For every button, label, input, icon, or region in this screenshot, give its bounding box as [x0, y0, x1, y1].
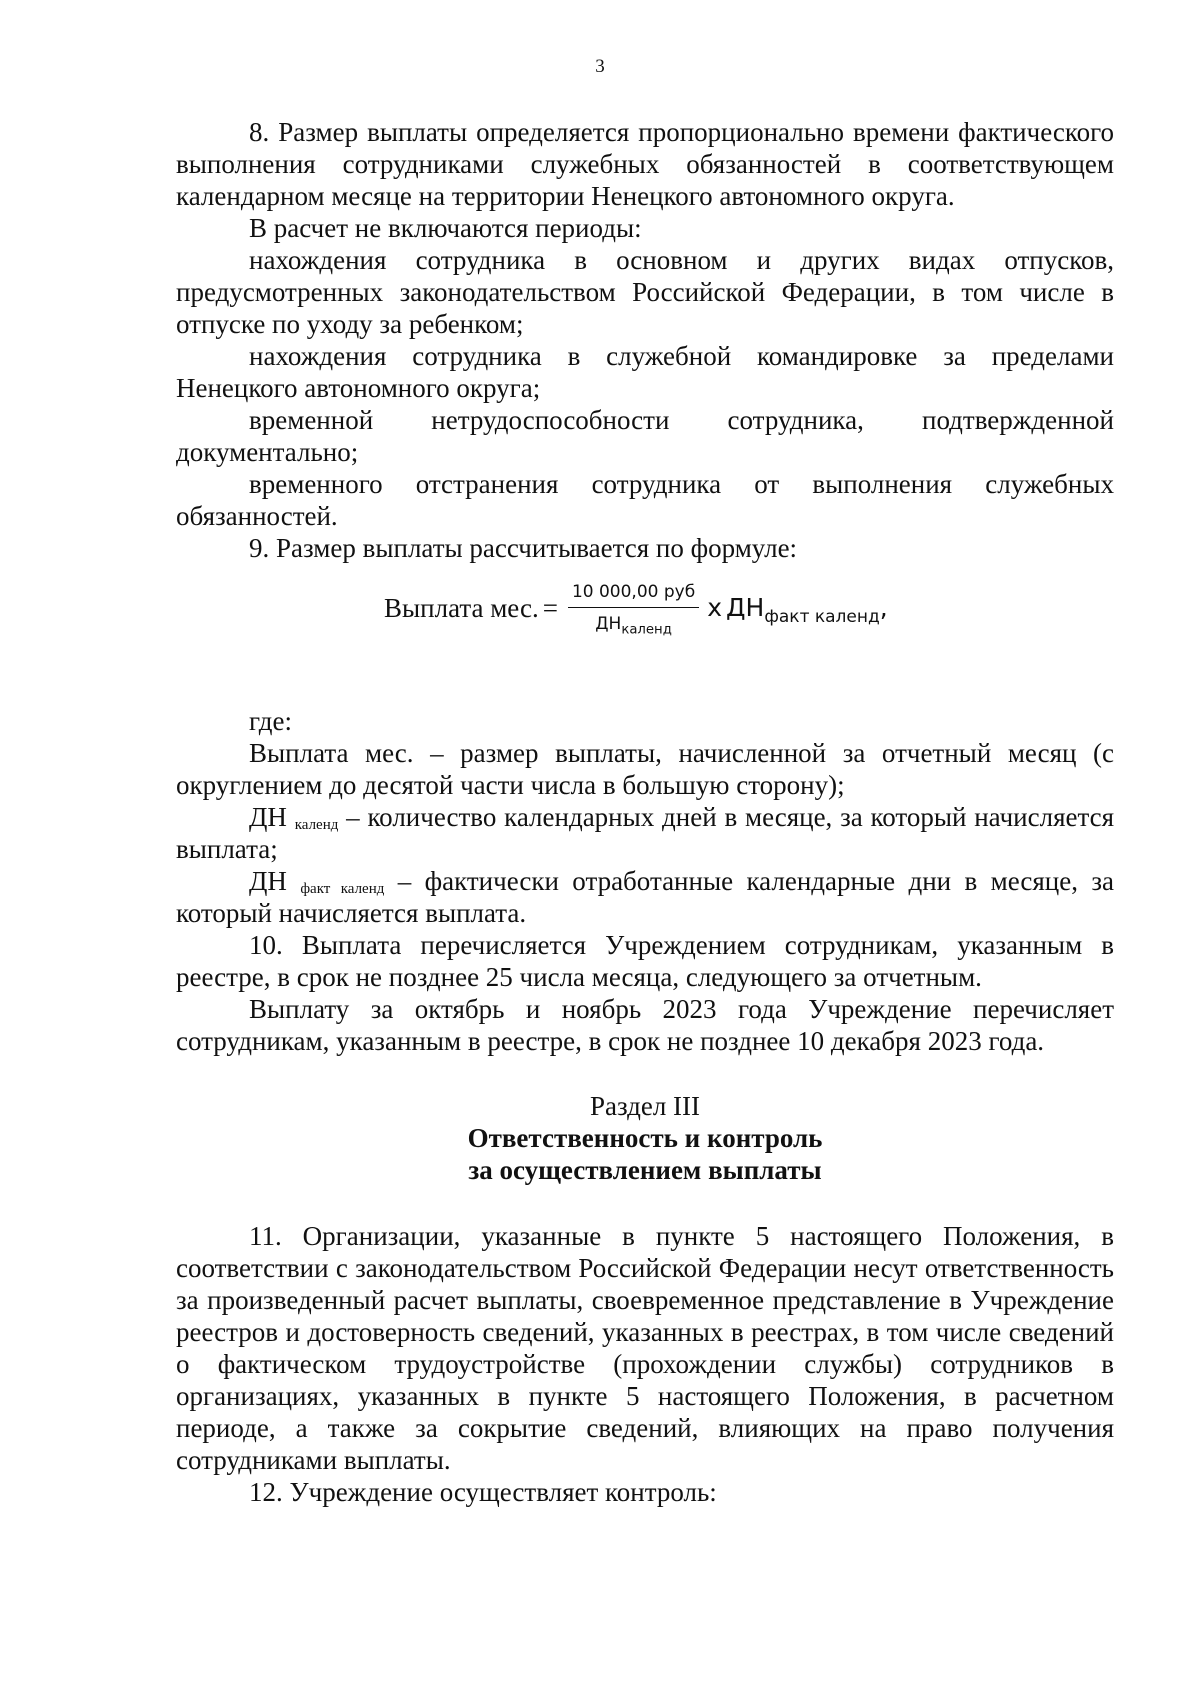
def3-subscript: факт календ	[300, 881, 385, 897]
section-title-line-1: Ответственность и контроль	[467, 1123, 823, 1153]
exclusion-vacation: нахождения сотрудника в основном и других видах отпусков, предусмотренных законодательством Российской Федерации, в том числе в отпуске по уходу за ребенком;	[176, 245, 1114, 339]
payment-formula	[384, 582, 888, 638]
formula-trail: ,	[879, 593, 888, 622]
rhs-base: ДН	[726, 593, 765, 622]
exclusions-intro: В расчет не включаются периоды:	[249, 213, 642, 243]
paragraph-11: 11. Организации, указанные в пункте 5 настоящего Положения, в соответствии с законодательством Российской Федерации несут ответственность за произведенный расчет выплаты, своевременное представление в Учреждение реестров и достоверность сведений, указанных в реестрах, в том числе сведений о фактическом трудоустройстве (прохождении службы) сотрудников в организациях, указанных в пункте 5 настоящего Положения, в расчетном периоде, а также за сокрытие сведений, влияющих на право получения сотрудниками выплаты.	[176, 1221, 1114, 1475]
section-label: Раздел III	[589, 1091, 701, 1121]
def2-base: ДН	[249, 802, 287, 832]
formula-denominator	[591, 608, 676, 638]
formula-fraction	[568, 582, 699, 638]
def2-subscript: календ	[294, 817, 339, 833]
denominator-subscript: календ	[621, 622, 672, 638]
paragraph-10-oct-nov: Выплату за октябрь и ноябрь 2023 года Учреждение перечисляет сотрудникам, указанным в реестре, в срок не позднее 10 декабря 2023 года.	[176, 994, 1114, 1056]
definition-calendar-days	[176, 801, 1114, 865]
paragraph-8: 8. Размер выплаты определяется пропорционально времени фактического выполнения сотрудниками служебных обязанностей в соответствующем календарном месяце на территории Ненецкого автономного округа.	[176, 117, 1114, 211]
page-number: 3	[595, 56, 605, 77]
definitions-where: где:	[249, 706, 292, 736]
section-title-line-2: за осуществлением выплаты	[468, 1155, 822, 1185]
exclusion-suspension: временного отстранения сотрудника от выполнения служебных обязанностей.	[176, 469, 1114, 531]
section-heading	[176, 1090, 1114, 1186]
def3-base: ДН	[249, 866, 287, 896]
definition-actual-days	[176, 865, 1114, 929]
paragraph-10: 10. Выплата перечисляется Учреждением сотрудникам, указанным в реестре, в срок не позднее 25 числа месяца, следующего за отчетным.	[176, 930, 1114, 992]
def2-text: – количество календарных дней в месяце, за который начисляется выплата;	[176, 802, 1115, 864]
exclusion-business-trip: нахождения сотрудника в служебной командировке за пределами Ненецкого автономного округа;	[176, 341, 1114, 403]
formula-equals: =	[542, 593, 558, 623]
paragraph-12: 12. Учреждение осуществляет контроль:	[249, 1477, 717, 1507]
definition-payment: Выплата мес. – размер выплаты, начисленной за отчетный месяц (с округлением до десятой части числа в большую сторону);	[176, 738, 1114, 800]
formula-times: х	[707, 593, 722, 622]
denominator-base: ДН	[595, 614, 622, 634]
formula-numerator: 10 000,00 руб	[568, 582, 699, 608]
formula-lhs: Выплата мес.	[384, 593, 539, 623]
formula-block	[176, 564, 1114, 705]
rhs-subscript: факт календ	[764, 606, 880, 627]
formula-rhs	[705, 592, 888, 627]
document-body	[176, 116, 1114, 1508]
exclusion-disability: временной нетрудоспособности сотрудника, подтвержденной документально;	[176, 405, 1114, 467]
def3-text: – фактически отработанные календарные дни в месяце, за который начисляется выплата.	[176, 866, 1114, 928]
paragraph-9: 9. Размер выплаты рассчитывается по формуле:	[249, 533, 798, 563]
